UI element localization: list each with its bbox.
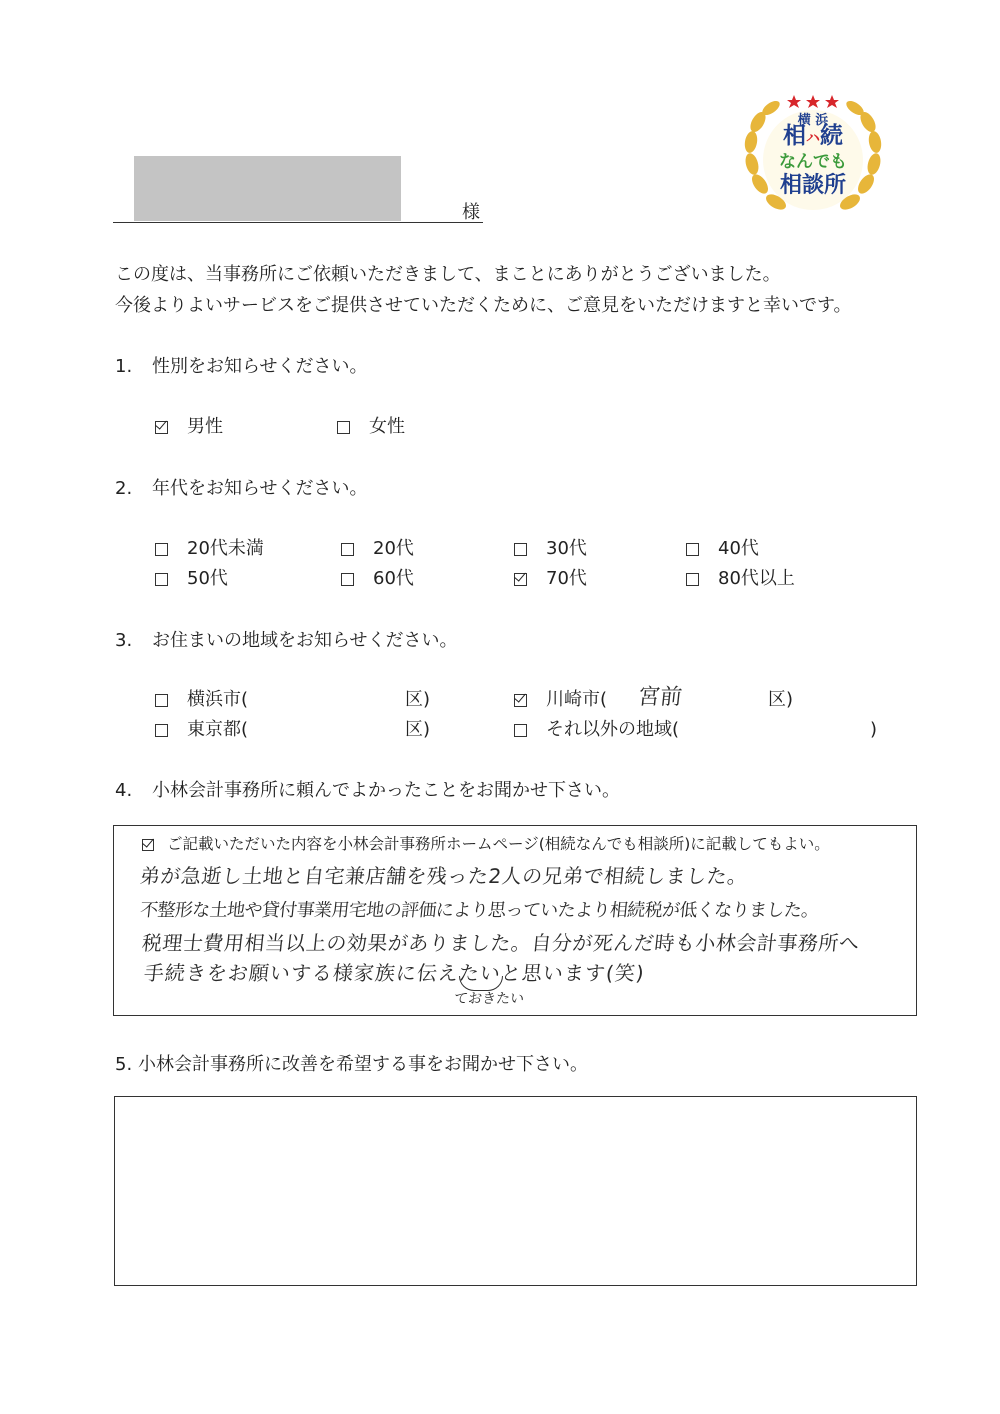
- consent-label: ご記載いただいた内容を小林会計事務所ホームページ(相続なんでも相談所)に記載してもよい。: [167, 835, 830, 853]
- option-label: 40代: [718, 538, 759, 559]
- honorific: 様: [462, 202, 480, 223]
- q4-number: 4.: [115, 780, 133, 801]
- checkbox[interactable]: [686, 543, 699, 556]
- option-label: 横浜市(: [187, 689, 249, 710]
- answer-line-4: 手続きをお願いする様家族に伝えたいと思います(笑): [142, 961, 646, 985]
- q2-option-50s[interactable]: [155, 570, 305, 590]
- q3-option-other[interactable]: [514, 721, 884, 741]
- checkbox[interactable]: [341, 573, 354, 586]
- option-label: 50代: [187, 568, 228, 589]
- checkbox[interactable]: [337, 421, 350, 434]
- option-label: それ以外の地域(: [546, 719, 680, 740]
- intro-line-1: この度は、当事務所にご依頼いただきまして、まことにありがとうございました。: [115, 264, 781, 285]
- option-label: 20代未満: [187, 538, 264, 559]
- option-label: 男性: [187, 416, 223, 437]
- ward-suffix: 区): [405, 719, 431, 740]
- checkbox[interactable]: [686, 573, 699, 586]
- ward-suffix: 区): [405, 689, 431, 710]
- q2-number: 2.: [115, 478, 133, 499]
- option-label: 20代: [373, 538, 414, 559]
- q2-option-under20[interactable]: [155, 540, 305, 560]
- checkbox[interactable]: [155, 573, 168, 586]
- checkbox[interactable]: [155, 694, 168, 707]
- option-label: 80代以上: [718, 568, 795, 589]
- q1-option-female[interactable]: [337, 418, 437, 438]
- insertion-mark: [459, 976, 503, 991]
- q1-number: 1.: [115, 356, 133, 377]
- q3-option-kawasaki[interactable]: [514, 685, 804, 715]
- q2-option-20s[interactable]: [341, 540, 461, 560]
- q5-number: 5.: [115, 1054, 133, 1075]
- answer-insertion: ておきたい: [453, 991, 525, 1007]
- q3-option-yokohama[interactable]: [155, 691, 445, 711]
- q3-option-tokyo[interactable]: [155, 721, 445, 741]
- logo-bottom-text: 相談所: [779, 173, 846, 198]
- checkbox[interactable]: [155, 543, 168, 556]
- intro-line-2: 今後よりよいサービスをご提供させていただくために、ご意見をいただけますと幸いです。: [115, 295, 852, 316]
- checkbox[interactable]: [514, 543, 527, 556]
- q1-question: 性別をお知らせください。: [152, 356, 368, 377]
- answer-line-2: 不整形な土地や貸付事業用宅地の評価により思っていたより相続税が低くなりました。: [138, 900, 820, 921]
- logo-char-1: 相: [783, 123, 806, 149]
- checkbox[interactable]: [155, 724, 168, 737]
- logo-middle-text: なんでも: [779, 152, 847, 172]
- q4-answer-box[interactable]: [113, 825, 917, 1016]
- q5-answer-box[interactable]: [114, 1096, 917, 1286]
- q2-option-30s[interactable]: [514, 540, 634, 560]
- option-label: 川崎市(: [546, 689, 608, 710]
- option-label: 60代: [373, 568, 414, 589]
- q3-question: お住まいの地域をお知らせください。: [152, 630, 458, 651]
- q5-question: 小林会計事務所に改善を希望する事をお聞かせ下さい。: [138, 1054, 588, 1075]
- consent-checkbox[interactable]: [142, 839, 154, 851]
- checkbox[interactable]: [155, 421, 168, 434]
- ward-suffix: 区): [768, 689, 794, 710]
- answer-line-3: 税理士費用相当以上の効果がありました。自分が死んだ時も小林会計事務所へ: [140, 931, 861, 955]
- option-label: 女性: [369, 416, 405, 437]
- q2-option-80plus[interactable]: [686, 570, 836, 590]
- name-underline: [113, 222, 483, 223]
- q1-option-male[interactable]: [155, 418, 255, 438]
- answer-line-1: 弟が急逝し土地と自宅兼店舗を残った2人の兄弟で相続しました。: [138, 864, 749, 888]
- q2-option-70s[interactable]: [514, 570, 634, 590]
- checkbox[interactable]: [514, 694, 527, 707]
- handwritten-ward: 宮前: [636, 685, 684, 710]
- other-suffix: ): [870, 719, 878, 740]
- redacted-name-block: [134, 156, 401, 221]
- q2-option-40s[interactable]: [686, 540, 806, 560]
- logo-top-text: 横 浜: [797, 113, 829, 128]
- logo: 横 浜 相ハ続 なんでも 相談所: [738, 92, 888, 227]
- checkbox[interactable]: [514, 573, 527, 586]
- option-label: 東京都(: [187, 719, 249, 740]
- q2-question: 年代をお知らせください。: [152, 478, 368, 499]
- option-label: 70代: [546, 568, 587, 589]
- checkbox[interactable]: [341, 543, 354, 556]
- q2-option-60s[interactable]: [341, 570, 461, 590]
- option-label: 30代: [546, 538, 587, 559]
- q3-number: 3.: [115, 630, 133, 651]
- q4-question: 小林会計事務所に頼んでよかったことをお聞かせ下さい。: [152, 780, 620, 801]
- checkbox[interactable]: [514, 724, 527, 737]
- logo-char-2: 続: [820, 123, 843, 149]
